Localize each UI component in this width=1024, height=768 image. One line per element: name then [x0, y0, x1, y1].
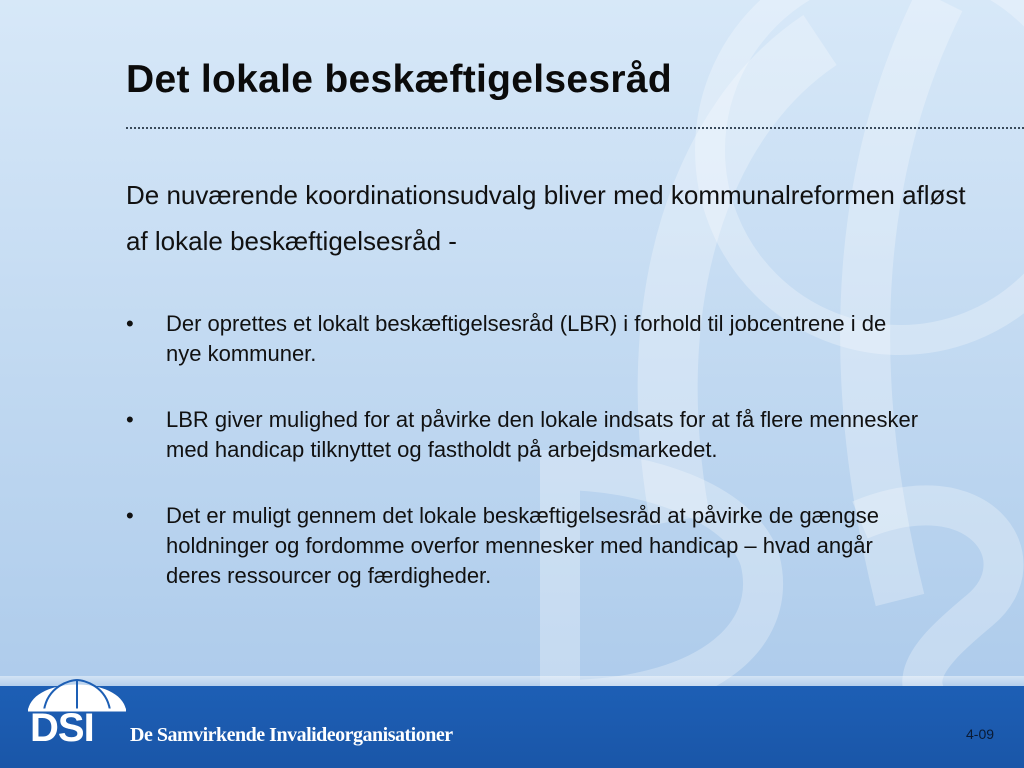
- bullet-dot-icon: •: [126, 311, 134, 336]
- bullet-text: LBR giver mulighed for at påvirke den lokale indsats for at få flere mennesker med handicap tilknyttet og fastholdt på arbejdsmarkedet.: [166, 407, 919, 462]
- page-number: 4-09: [966, 726, 995, 742]
- intro-text: De nuværende koordinationsudvalg bliver med kommunalreformen afløst af lokale beskæftigelsesråd -: [126, 180, 966, 256]
- bullet-item: [126, 405, 926, 465]
- bullet-list: [126, 309, 926, 627]
- bullet-item: [126, 309, 926, 369]
- logo-text: DSI: [30, 706, 94, 750]
- bullet-text: Der oprettes et lokalt beskæftigelsesråd (LBR) i forhold til jobcentrene i de nye kommuner.: [166, 311, 887, 366]
- bullet-text: Det er muligt gennem det lokale beskæftigelsesråd at påvirke de gængse holdninger og fordomme overfor mennesker med handicap – hvad angår deres ressourcer og færdigheder.: [166, 503, 879, 588]
- organization-name: De Samvirkende Invalideorganisationer: [130, 724, 453, 746]
- bullet-dot-icon: •: [126, 407, 134, 432]
- slide-title: Det lokale beskæftigelsesråd: [126, 58, 672, 101]
- bullet-dot-icon: •: [126, 503, 134, 528]
- bullet-item: [126, 501, 926, 591]
- title-divider: [126, 127, 1024, 129]
